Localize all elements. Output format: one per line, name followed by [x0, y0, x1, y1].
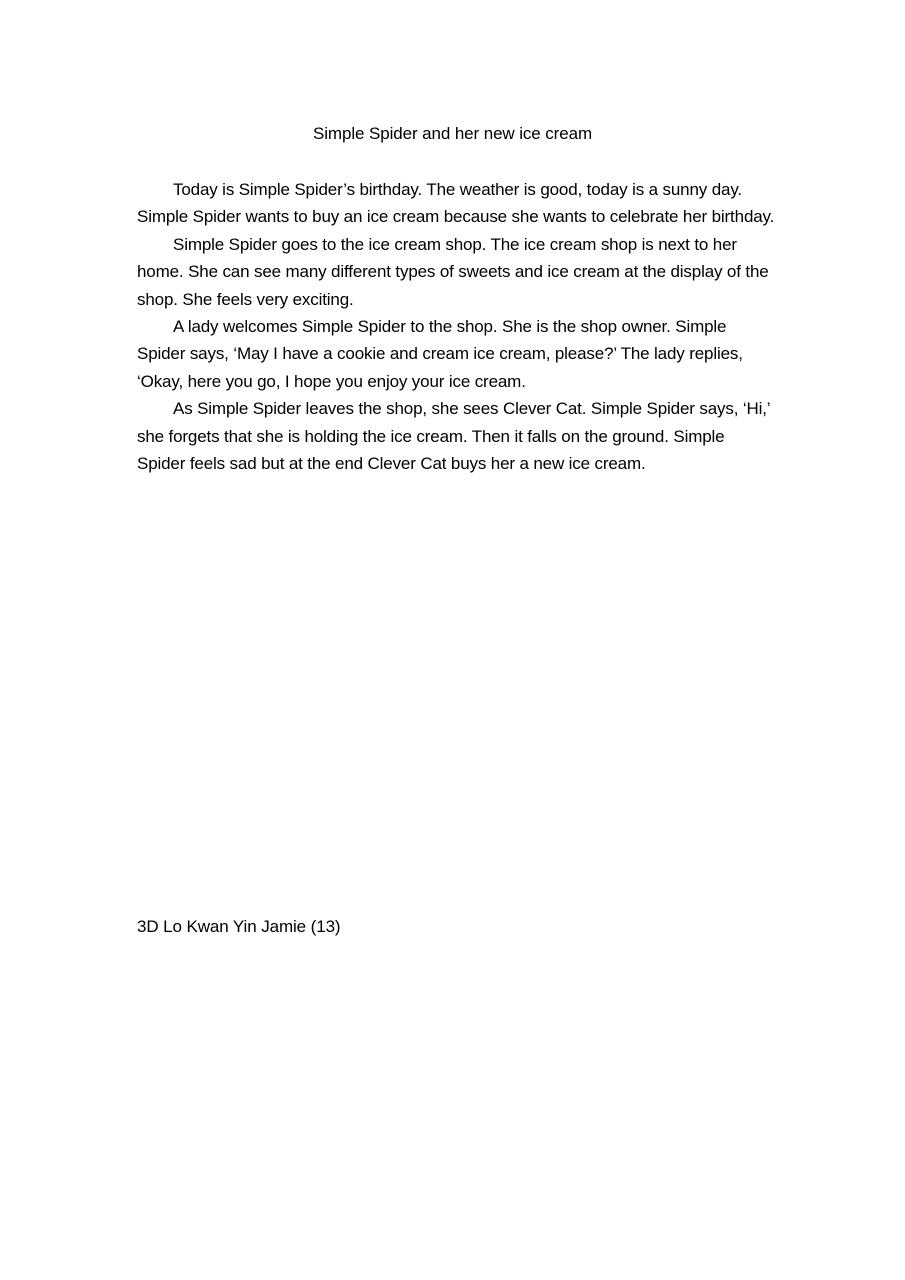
paragraph-4: As Simple Spider leaves the shop, she sees Clever Cat. Simple Spider says, ‘Hi,’ she forgets that she is holding the ice cream. Then it falls on the ground. Simple Spider feels sad but at the end Clever Cat buys her a new ice cream.: [137, 399, 770, 474]
paragraph-3: A lady welcomes Simple Spider to the shop. She is the shop owner. Simple Spider says, ‘May I have a cookie and cream ice cream, please?’ The lady replies, ‘Okay, here you go, I hope you enjoy your ice cream.: [137, 317, 743, 391]
document-title: Simple Spider and her new ice cream: [312, 124, 593, 143]
story-body: [137, 176, 777, 477]
paragraph-2: Simple Spider goes to the ice cream shop. The ice cream shop is next to her home. She can see many different types of sweets and ice cream at the display of the shop. She feels very exciting.: [137, 234, 769, 309]
paragraph-1: Today is Simple Spider’s birthday. The weather is good, today is a sunny day. Simple Spider wants to buy an ice cream because she wants to celebrate her birthday.: [137, 180, 775, 227]
author-line: 3D Lo Kwan Yin Jamie (13): [137, 917, 341, 936]
